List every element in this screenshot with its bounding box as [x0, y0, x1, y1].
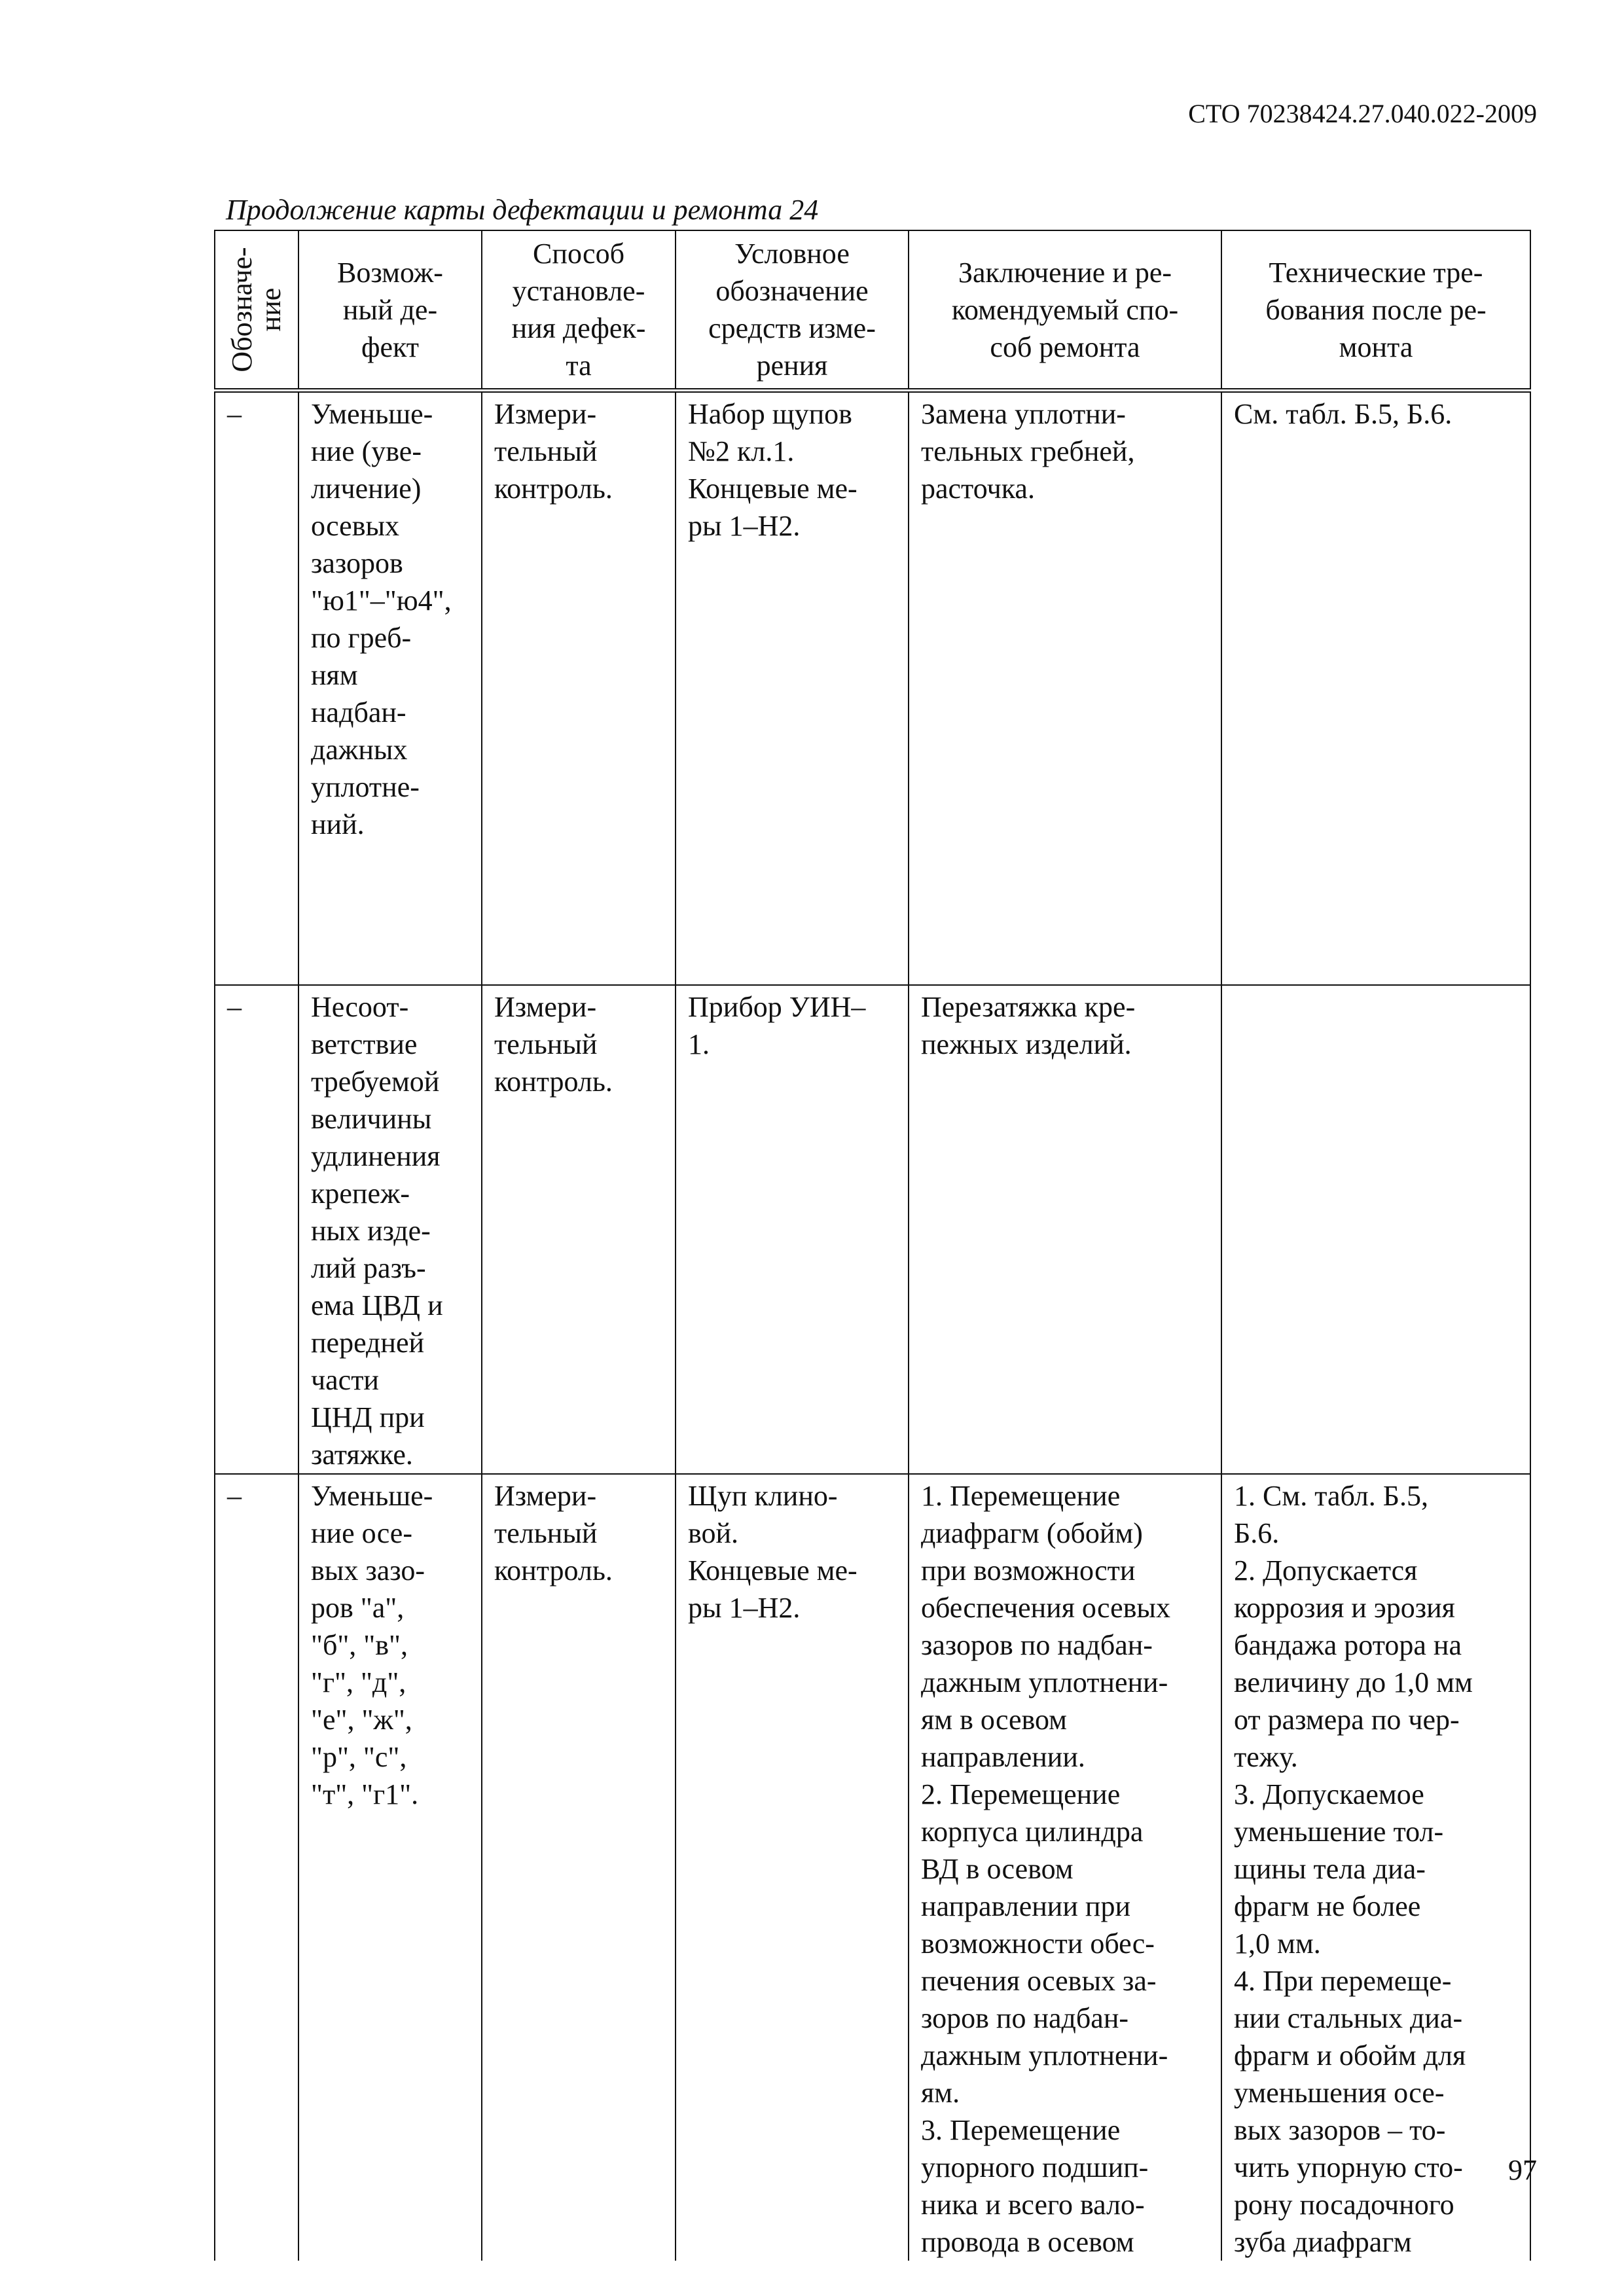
page-number: 97 [1508, 2154, 1537, 2186]
cell-method: Измери- тельный контроль. [482, 985, 676, 1474]
cell-conclusion: Перезатяжка кре- пежных изделий. [909, 985, 1221, 1474]
document-code: СТО 70238424.27.040.022-2009 [1188, 99, 1537, 128]
defect-repair-table [214, 230, 1531, 2261]
header-defect: Возмож- ный де- фект [298, 230, 482, 391]
table-header-row [215, 230, 1530, 391]
table-row [215, 391, 1530, 986]
header-method: Способ установле- ния дефек- та [482, 230, 676, 391]
header-requirements: Технические тре- бования после ре- монта [1221, 230, 1530, 391]
header-instruments: Условное обозначение средств изме- рения [676, 230, 909, 391]
cell-designation: – [215, 985, 298, 1474]
cell-defect: Уменьше- ние осе- вых зазо- ров "а", "б", "в", "г", "д", "е", "ж", "р", "с", "т", "г1". [298, 1474, 482, 2261]
table-row [215, 1474, 1530, 2261]
header-designation [215, 230, 298, 391]
header-conclusion: Заключение и ре- комендуемый спо- соб ремонта [909, 230, 1221, 391]
cell-instruments: Набор щупов №2 кл.1. Концевые ме- ры 1–Н2. [676, 391, 909, 986]
header-designation-label: Обозначе- ние [226, 247, 287, 372]
cell-instruments: Щуп клино- вой. Концевые ме- ры 1–Н2. [676, 1474, 909, 2261]
cell-conclusion: Замена уплотни- тельных гребней, расточка. [909, 391, 1221, 986]
cell-defect: Несоот- ветствие требуемой величины удлинения крепеж- ных изде- лий разъ- ема ЦВД и передней части ЦНД при затяжке. [298, 985, 482, 1474]
cell-instruments: Прибор УИН– 1. [676, 985, 909, 1474]
cell-designation: – [215, 1474, 298, 2261]
cell-requirements: 1. См. табл. Б.5, Б.6. 2. Допускается коррозия и эрозия бандажа ротора на величину до 1,0 мм от размера по чер- тежу. 3. Допускаемое уменьшение тол- щины тела диа- фрагм не более 1,0 мм. 4. При перемеще- нии стальных диа- фрагм и обойм для уменьшения осе- вых зазоров – то- чить упорную сто- рону посадочного зуба диафрагм [1221, 1474, 1530, 2261]
cell-requirements [1221, 985, 1530, 1474]
cell-designation: – [215, 391, 298, 986]
cell-requirements: См. табл. Б.5, Б.6. [1221, 391, 1530, 986]
cell-conclusion: 1. Перемещение диафрагм (обойм) при возможности обеспечения осевых зазоров по надбан- дажным уплотнени- ям в осевом направлении. 2. Перемещение корпуса цилиндра ВД в осевом направлении при возможности обес- печения осевых за- зоров по надбан- дажным уплотнени- ям. 3. Перемещение упорного подшип- ника и всего вало- провода в осевом [909, 1474, 1221, 2261]
cell-method: Измери- тельный контроль. [482, 391, 676, 986]
cell-defect: Уменьше- ние (уве- личение) осевых зазоров "ю1"–"ю4", по греб- ням надбан- дажных уплотне- ний. [298, 391, 482, 986]
table-caption: Продолжение карты дефектации и ремонта 24 [226, 194, 819, 226]
cell-method: Измери- тельный контроль. [482, 1474, 676, 2261]
table-row [215, 985, 1530, 1474]
